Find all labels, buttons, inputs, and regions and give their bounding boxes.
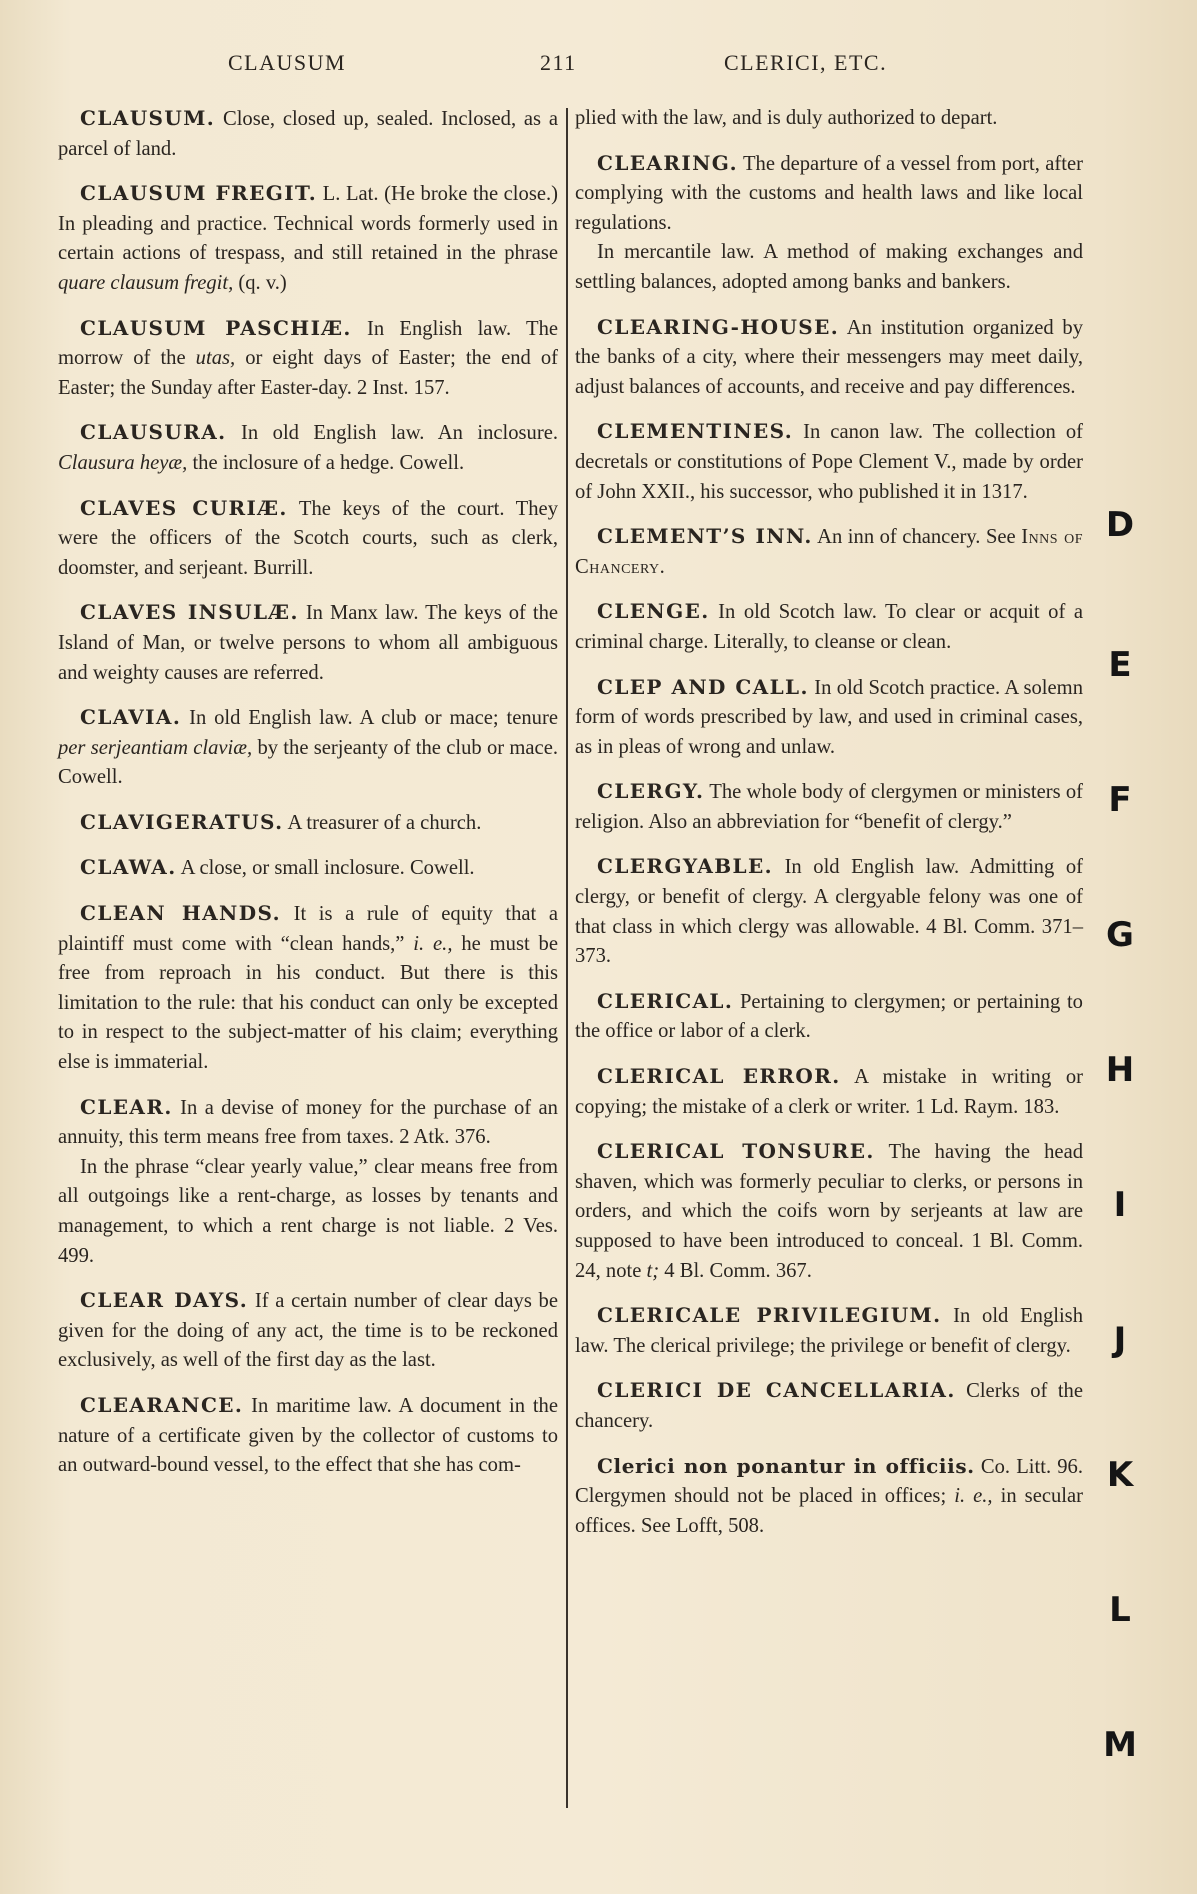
entry-body: It is a rule of equity that a plaintiff must come with “clean hands,”	[58, 903, 558, 955]
entry	[575, 522, 1083, 582]
thumb-index-letter: D	[1105, 505, 1135, 545]
entry-term: CLEMENTINES.	[597, 419, 794, 444]
entry-term: CLEAN HANDS.	[80, 901, 281, 926]
entry-body: An inn of chancery. See	[817, 526, 1016, 549]
cross-reference: Inns of Chancery.	[575, 526, 1083, 578]
entry-body: he must be free from reproach in his conduct. But there is this limitation to the rule: that his conduct can only be excepted to in respect to the subject-matter of his claim; everything else is immaterial.	[58, 932, 558, 1074]
entry-continuation: plied with the law, and is duly authorized to depart.	[575, 107, 998, 129]
entry	[575, 597, 1083, 657]
entry-term: CLEARING-HOUSE.	[597, 314, 840, 339]
entry	[58, 104, 558, 164]
entry	[575, 987, 1083, 1047]
entry-term: CLEAR DAYS.	[80, 1288, 249, 1313]
entry-body: A mistake in writing or copying; the mistake of a clerk or writer. 1 Ld. Raym. 183.	[575, 1066, 1084, 1118]
thumb-index	[1100, 0, 1160, 1894]
entry	[575, 313, 1083, 403]
entry-term: CLAUSUM.	[80, 106, 216, 130]
header-right-guide-word: CLERICI, ETC.	[724, 50, 888, 75]
entry-term: CLERICALE PRIVILEGIUM.	[597, 1303, 942, 1328]
entry-body: In old English law. Admitting of clergy, or benefit of clergy. A clergyable felony was one of that class in which clergy was allowable. 4 Bl. Comm. 371–373.	[575, 856, 1083, 968]
entry-italic: per serjeantiam claviæ,	[58, 736, 253, 759]
entry-body: In old English law. A club or mace; tenure	[189, 707, 558, 730]
entry-body: The having the head shaven, which was formerly peculiar to clerks, or persons in orders, and which the coifs worn by serjeants at law are supposed to have been introduced to conceal. 1 Bl. Comm. 24, note	[575, 1141, 1084, 1282]
entry-body: In old English law. An inclosure.	[241, 422, 558, 445]
entry	[58, 494, 558, 584]
entry-subsense: In mercantile law. A method of making exchanges and settling balances, adopted among banks and bankers.	[575, 241, 1083, 293]
entry-italic: Clausura heyæ,	[58, 451, 188, 474]
entry-term: CLERICAL.	[597, 988, 734, 1013]
entry-body: In canon law. The collection of decretals or constitutions of Pope Clement V., made by order of John XXII., his successor, who published it in 1317.	[575, 421, 1083, 503]
entry-body: The keys of the court. They were the officers of the Scotch courts, such as clerk, doomster, and serjeant. Burrill.	[58, 497, 558, 579]
entry-term: CLAUSURA.	[80, 420, 227, 445]
entry	[575, 1062, 1083, 1122]
right-column	[575, 104, 1083, 1556]
entry-italic: i. e.,	[413, 932, 453, 955]
entry-body: In Manx law. The keys of the Island of Man, or twelve persons to whom all ambiguous and weighty causes are referred.	[58, 602, 559, 684]
entry-body: Co. Litt. 96. Clergymen should not be placed in offices;	[575, 1455, 1083, 1508]
entry-body: If a certain number of clear days be given for the doing of any act, the time is to be reckoned exclusively, as well of the first day as the last.	[58, 1290, 558, 1372]
entry-term: CLAVIGERATUS.	[80, 809, 284, 834]
entry	[575, 1376, 1083, 1436]
entry-term: CLERICAL ERROR.	[597, 1064, 841, 1089]
thumb-index-letter: K	[1106, 1455, 1134, 1495]
thumb-index-letter: E	[1108, 645, 1132, 685]
entry	[58, 703, 558, 793]
entry-body: in secular offices. See Lofft, 508.	[575, 1485, 1083, 1537]
entry	[575, 417, 1083, 507]
entry	[58, 808, 558, 839]
entry-subsense: In the phrase “clear yearly value,” clear means free from all outgoings like a rent-charge, as losses by tenants and management, to which a rent charge is not liable. 2 Ves. 499.	[58, 1155, 558, 1267]
entry	[575, 777, 1083, 837]
entry-body: A close, or small inclosure. Cowell.	[180, 857, 475, 880]
thumb-index-letter: L	[1109, 1590, 1131, 1630]
entry	[575, 1301, 1083, 1361]
entry-body: The departure of a vessel from port, after complying with the customs and health laws and like local regulations.	[575, 152, 1083, 234]
entry-body: In English law. The morrow of the	[58, 317, 559, 370]
entry-body: In old Scotch law. To clear or acquit of a criminal charge. Literally, to cleanse or clean.	[575, 601, 1083, 653]
entry-body: (q. v.)	[238, 271, 287, 294]
entry-term: CLEAR.	[80, 1094, 173, 1119]
entry-term: CLEMENT’S INN.	[597, 524, 813, 549]
thumb-index-letter: G	[1106, 915, 1134, 955]
entry-body: A treasurer of a church.	[287, 811, 482, 834]
thumb-index-letter: I	[1113, 1185, 1127, 1225]
entry-body: In a devise of money for the purchase of an annuity, this term means free from taxes. 2 Atk. 376.	[58, 1096, 558, 1149]
entry	[58, 1093, 558, 1153]
thumb-index-letter: J	[1113, 1320, 1127, 1360]
thumb-index-letter: F	[1108, 780, 1132, 820]
entry-term: CLERGY.	[597, 779, 705, 804]
entry	[58, 899, 558, 1078]
entry-body: by the serjeanty of the club or mace. Cowell.	[58, 736, 558, 789]
entry-term: CLAVES INSULÆ.	[80, 600, 299, 625]
entry-body: An institution organized by the banks of a city, where their messengers may meet daily, adjust balances of accounts, and receive and pay differences.	[575, 316, 1083, 398]
entry-body: Clerks of the chancery.	[575, 1380, 1083, 1432]
entry-term: CLAVIA.	[80, 705, 182, 730]
entry	[575, 149, 1083, 239]
entry	[575, 852, 1083, 971]
entry-term: CLEARANCE.	[80, 1392, 244, 1417]
entry-term: CLERGYABLE.	[597, 854, 774, 879]
entry-body: The whole body of clergymen or ministers of religion. Also an abbreviation for “benefit of clergy.”	[575, 781, 1083, 833]
entry-term: CLAUSUM PASCHIÆ.	[80, 315, 352, 340]
left-column	[58, 104, 558, 1496]
entry-maxim: Clerici non ponantur in officiis.	[597, 1453, 975, 1478]
page-number: 211	[540, 50, 577, 75]
header-left-guide-word: CLAUSUM	[228, 50, 347, 75]
entry	[58, 598, 558, 688]
entry-body: L. Lat. (He broke the close.) In pleading and practice. Technical words formerly used in certain actions of trespass, and still retained in the phrase	[58, 183, 558, 265]
entry	[58, 853, 558, 884]
entry	[575, 1452, 1083, 1542]
entry-body: 4 Bl. Comm. 367.	[664, 1259, 812, 1282]
entry-term: CLEARING.	[597, 150, 738, 175]
entry-italic: t;	[646, 1259, 660, 1282]
entry-body: In old Scotch practice. A solemn form of words prescribed by law, and used in criminal cases, as in pleas of wrong and unlaw.	[575, 676, 1083, 758]
entry-term: CLEP AND CALL.	[597, 674, 809, 699]
entry-body: In maritime law. A document in the nature of a certificate given by the collector of customs to an outward-bound vessel, to the effect that she has com-	[58, 1394, 558, 1477]
entry-italic: utas,	[195, 347, 236, 370]
column-divider	[566, 108, 568, 1808]
entry-term: CLAUSUM FREGIT.	[80, 181, 318, 206]
entry-body: Pertaining to clergymen; or pertaining to the office or labor of a clerk.	[575, 990, 1083, 1043]
entry-term: CLAWA.	[80, 855, 177, 880]
thumb-index-letter: M	[1103, 1725, 1137, 1765]
entry	[58, 179, 558, 298]
entry-body: Close, closed up, sealed. Inclosed, as a parcel of land.	[58, 108, 558, 160]
entry-body: or eight days of Easter; the end of Easter; the Sunday after Easter-day. 2 Inst. 157.	[58, 347, 559, 399]
entry	[575, 1137, 1083, 1286]
entry	[58, 314, 558, 404]
running-header	[0, 50, 1197, 90]
entry-term: CLENGE.	[597, 599, 710, 624]
thumb-index-letter: H	[1105, 1050, 1135, 1090]
entry	[58, 418, 558, 478]
entry-italic: quare clausum fregit,	[58, 271, 234, 294]
entry-term: CLERICI DE CANCELLARIA.	[597, 1378, 956, 1403]
entry	[575, 673, 1083, 763]
entry-body: the inclosure of a hedge. Cowell.	[192, 451, 465, 474]
entry	[58, 1286, 558, 1376]
entry	[58, 1391, 558, 1481]
entry-italic: i. e.,	[954, 1485, 993, 1508]
entry-body: In old English law. The clerical privilege; the privilege or benefit of clergy.	[575, 1305, 1083, 1357]
entry-term: CLAVES CURIÆ.	[80, 495, 288, 520]
entry-term: CLERICAL TONSURE.	[597, 1139, 875, 1164]
